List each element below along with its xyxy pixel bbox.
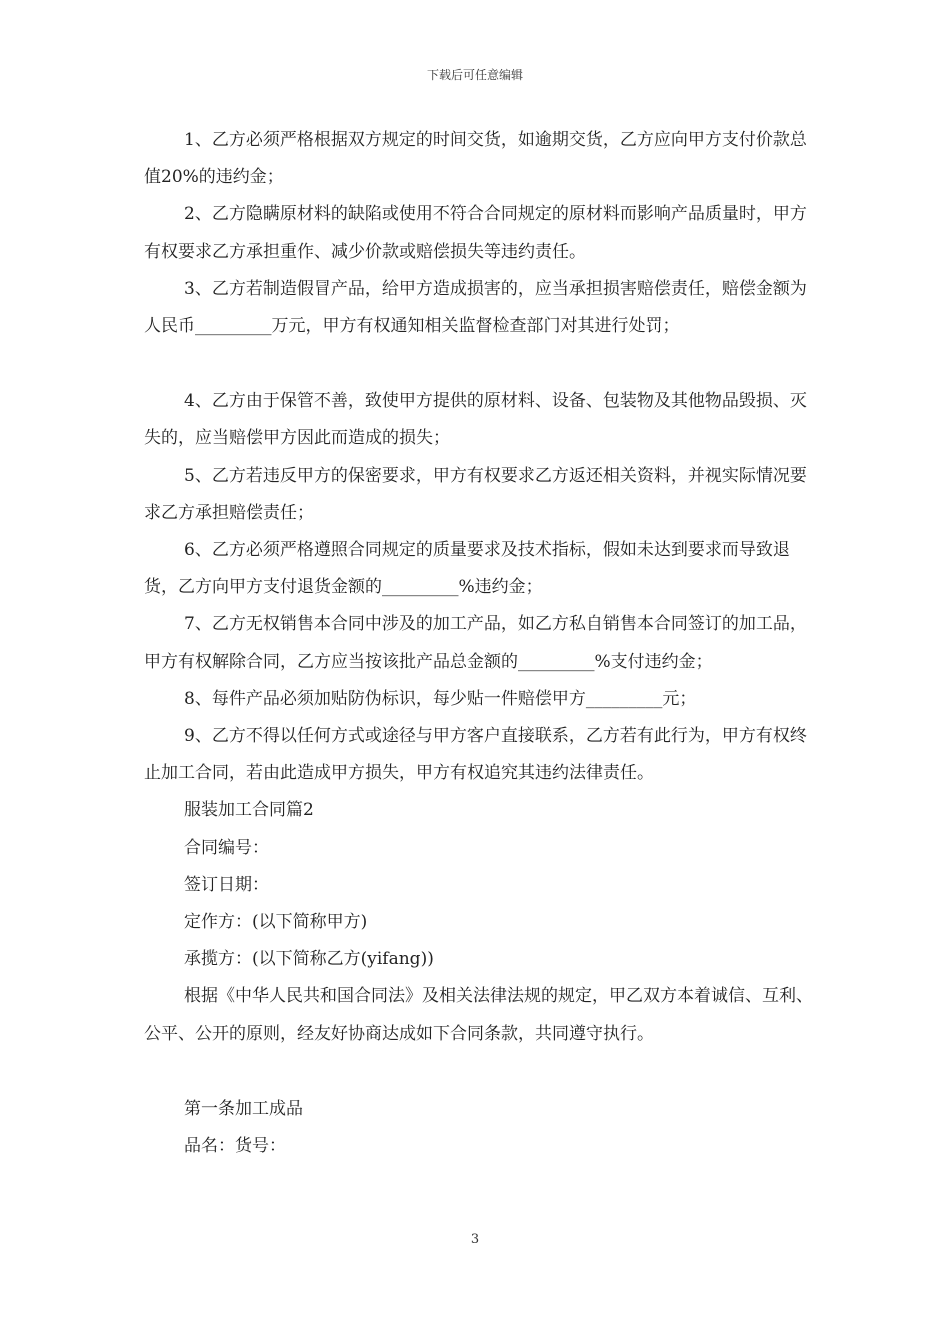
clause-paragraph: 8、每件产品必须加贴防伪标识，每少贴一件赔偿甲方_________元； (184, 688, 697, 709)
party-b-field: 承揽方：(以下简称乙方(yifang)) (184, 949, 434, 970)
clause-paragraph: 6、乙方必须严格遵照合同规定的质量要求及技术指标，假如未达到要求而导致退货，乙方向甲方支付退货金额的_________%违约金； (144, 540, 790, 598)
preamble-paragraph: 根据《中华人民共和国合同法》及相关法律法规的规定，甲乙双方本着诚信、互利、公平、公开的原则，经友好协商达成如下合同条款，共同遵守执行。 (144, 986, 813, 1044)
clause-paragraph: 9、乙方不得以任何方式或途径与甲方客户直接联系，乙方若有此行为，甲方有权终止加工合同，若由此造成甲方损失，甲方有权追究其违约法律责任。 (144, 726, 807, 784)
product-name-field: 品名：货号： (184, 1136, 286, 1157)
clause-paragraph: 3、乙方若制造假冒产品，给甲方造成损害的，应当承担损害赔偿责任，赔偿金额为人民币_________万元，甲方有权通知相关监督检查部门对其进行处罚； (144, 278, 807, 337)
document-body (144, 122, 820, 1165)
article-heading: 第一条加工成品 (184, 1098, 303, 1119)
clause-paragraph: 4、乙方由于保管不善，致使甲方提供的原材料、设备、包装物及其他物品毁损、灭失的，应当赔偿甲方因此而造成的损失； (144, 391, 807, 449)
section-title: 服装加工合同篇2 (184, 800, 314, 821)
contract-number-field: 合同编号： (184, 837, 269, 858)
clause-paragraph: 2、乙方隐瞒原材料的缺陷或使用不符合合同规定的原材料而影响产品质量时，甲方有权要求乙方承担重作、减少价款或赔偿损失等违约责任。 (144, 204, 807, 262)
clause-paragraph: 5、乙方若违反甲方的保密要求，甲方有权要求乙方返还相关资料，并视实际情况要求乙方承担赔偿责任； (144, 465, 807, 523)
clause-paragraph: 7、乙方无权销售本合同中涉及的加工产品，如乙方私自销售本合同签订的加工品，甲方有权解除合同，乙方应当按该批产品总金额的_________%支付违约金； (144, 614, 807, 672)
sign-date-field: 签订日期： (184, 874, 269, 895)
page-number: 3 (470, 1232, 480, 1247)
page-header: 下载后可任意编辑 (426, 68, 523, 82)
party-a-field: 定作方：(以下简称甲方) (184, 912, 368, 933)
clause-paragraph: 1、乙方必须严格根据双方规定的时间交货，如逾期交货，乙方应向甲方支付价款总值20%的违约金； (144, 130, 807, 188)
